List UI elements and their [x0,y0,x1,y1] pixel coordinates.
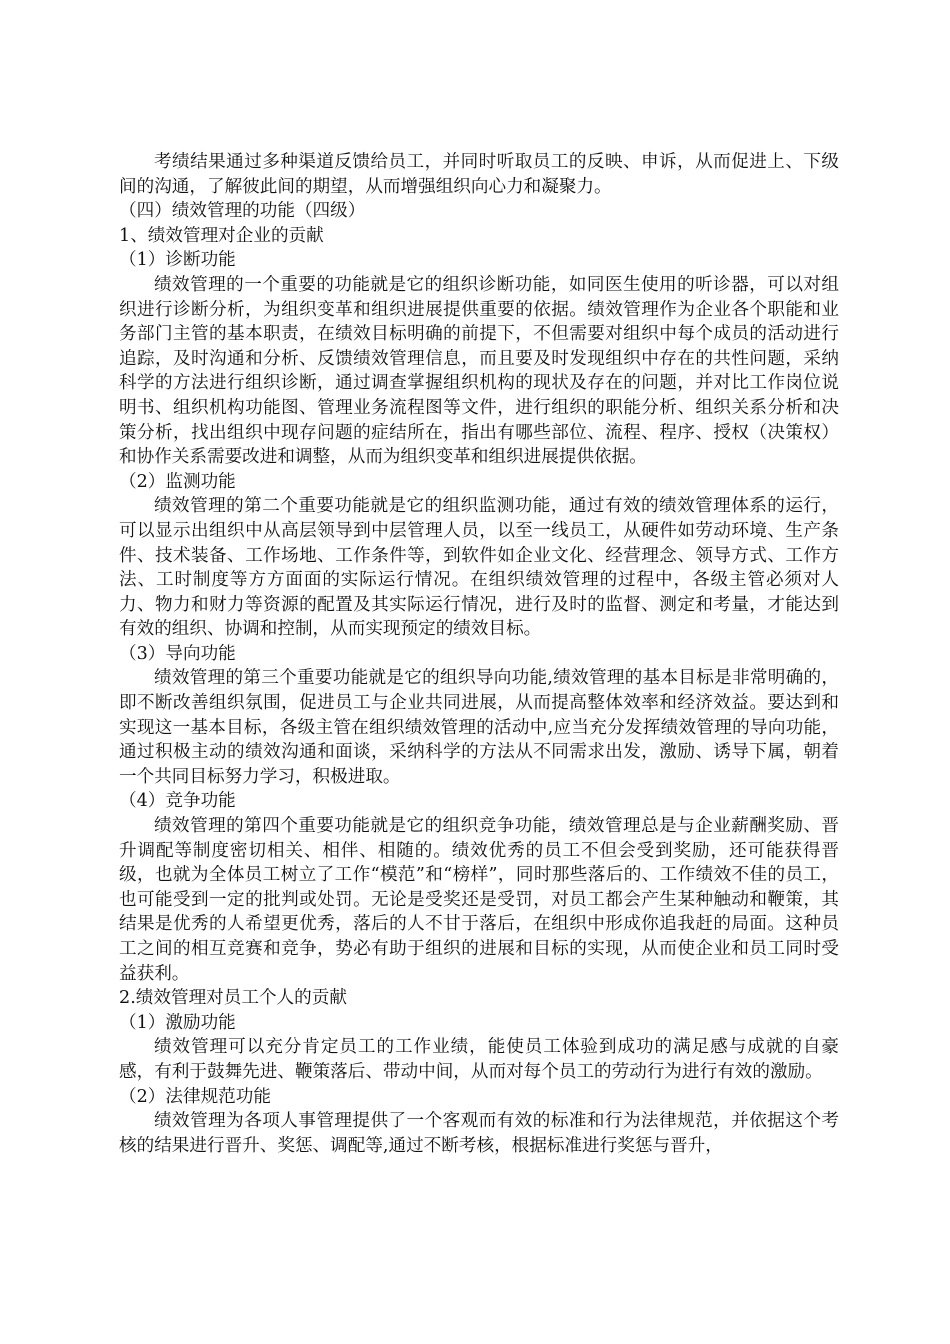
section-heading: （四）绩效管理的功能（四级） [119,201,366,222]
body-paragraph: 绩效管理的第三个重要功能就是它的组织导向功能,绩效管理的基本目标是非常明确的，即不断改善组织氛围，促进员工与企业共同进展，从而提高整体效率和经济效益。要达到和实现这一基本目标，各级主管在组织绩效管理的活动中,应当充分发挥绩效管理的导向功能，通过积极主动的绩效沟通和面谈，采纳科学的方法从不同需求出发，激励、诱导下属，朝着一个共同目标努力学习，积极进取。 [119,668,839,787]
body-paragraph: 绩效管理的第二个重要功能就是它的组织监测功能，通过有效的绩效管理体系的运行，可以显示出组织中从高层领导到中层管理人员，以至一线员工，从硬件如劳动环境、生产条件、技术装备、工作场地、工作条件等，到软件如企业文化、经营理念、领导方式、工作方法、工时制度等方方面面的实际运行情况。在组织绩效管理的过程中，各级主管必须对人力、物力和财力等资源的配置及其实际运行情况，进行及时的监督、测定和考量，才能达到有效的组织、协调和控制，从而实现预定的绩效目标。 [119,496,839,640]
function-heading: （4）竞争功能 [119,791,236,812]
body-paragraph: 考绩结果通过多种渠道反馈给员工，并同时听取员工的反映、申诉，从而促进上、下级间的沟通，了解彼此间的期望，从而增强组织向心力和凝聚力。 [119,152,839,197]
function-heading: （1）激励功能 [119,1012,236,1033]
subsection-heading: 1、绩效管理对企业的贡献 [119,225,324,246]
body-paragraph: 绩效管理为各项人事管理提供了一个客观而有效的标准和行为法律规范，并依据这个考核的结果进行晋升、奖惩、调配等,通过不断考核，根据标准进行奖惩与晋升， [119,1111,839,1156]
function-heading: （1）诊断功能 [119,250,236,271]
body-paragraph: 绩效管理的一个重要的功能就是它的组织诊断功能，如同医生使用的听诊器，可以对组织进行诊断分析，为组织变革和组织进展提供重要的依据。绩效管理作为企业各个职能和业务部门主管的基本职责，在绩效目标明确的前提下，不但需要对组织中每个成员的活动进行追踪，及时沟通和分析、反馈绩效管理信息，而且要及时发现组织中存在的共性问题，采纳科学的方法进行组织诊断，通过调查掌握组织机构的现状及存在的问题，并对比工作岗位说明书、组织机构功能图、管理业务流程图等文件，进行组织的职能分析、组织关系分析和决策分析，找出组织中现存问题的症结所在，指出有哪些部位、流程、程序、授权（决策权）和协作关系需要改进和调整，从而为组织变革和组织进展提供依据。 [119,274,839,468]
body-paragraph: 绩效管理的第四个重要功能就是它的组织竞争功能，绩效管理总是与企业薪酬奖励、晋升调配等制度密切相关、相伴、相随的。绩效优秀的员工不但会受到奖励，还可能获得晋级，也就为全体员工树立了工作“模范”和“榜样”，同时那些落后的、工作绩效不佳的员工，也可能受到一定的批判或处罚。无论是受奖还是受罚，对员工都会产生某种触动和鞭策，其结果是优秀的人希望更优秀，落后的人不甘于落后，在组织中形成你追我赶的局面。这种员工之间的相互竞赛和竞争，势必有助于组织的进展和目标的实现，从而使企业和员工同时受益获利。 [119,816,839,984]
function-heading: （3）导向功能 [119,643,236,664]
subsection-heading: 2.绩效管理对员工个人的贡献 [119,988,347,1009]
function-heading: （2）法律规范功能 [119,1086,271,1107]
function-heading: （2）监测功能 [119,471,236,492]
body-paragraph: 绩效管理可以充分肯定员工的工作业绩，能使员工体验到成功的满足感与成就的自豪感，有利于鼓舞先进、鞭策落后、带动中间，从而对每个员工的劳动行为进行有效的激励。 [119,1037,839,1082]
document-body [119,150,839,1158]
